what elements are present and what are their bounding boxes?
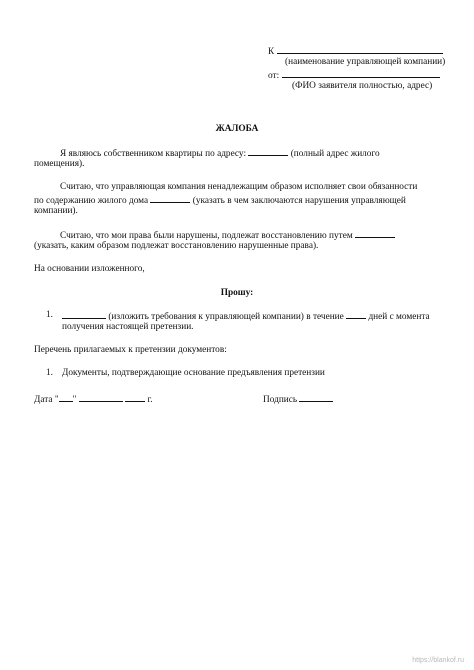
request-heading: Прошу: xyxy=(220,288,254,298)
addressee-hint: (наименование управляющей компании) xyxy=(285,57,446,67)
sender-blank xyxy=(282,68,440,78)
attachments-heading: Перечень прилагаемых к претензии документов: xyxy=(34,345,227,355)
year-suffix: г. xyxy=(147,395,153,405)
address-blank xyxy=(248,146,288,156)
attachment-item-number: 1. xyxy=(46,368,53,378)
request-text-b: дней с момента xyxy=(368,312,430,322)
paragraph-1-line-1 xyxy=(60,146,380,160)
p3-text-a: Считаю, что мои права были нарушены, подлежат восстановлению путем xyxy=(60,231,353,241)
date-quote-close: " xyxy=(72,395,77,405)
month-blank xyxy=(79,392,123,402)
paragraph-1-line-2: помещения). xyxy=(34,159,85,169)
p2-text-a: по содержанию жилого дома xyxy=(34,196,149,206)
addressee-blank xyxy=(277,44,443,54)
p2-text-b: (указать в чем заключаются нарушения управляющей xyxy=(192,196,406,206)
paragraph-2-line-2 xyxy=(34,193,406,207)
signature-line xyxy=(263,392,333,406)
demand-blank xyxy=(62,309,106,319)
paragraph-2-line-1: Считаю, что управляющая компания ненадлежащим образом исполняет свои обязанности xyxy=(60,182,418,192)
paragraph-3-line-2: (указать, каким образом подлежат восстановлению нарушенные права). xyxy=(34,241,319,251)
sender-hint: (ФИО заявителя полностью, адрес) xyxy=(292,81,433,91)
date-line xyxy=(34,392,153,406)
paragraph-2-line-3: компании). xyxy=(34,206,78,216)
restoration-blank xyxy=(355,228,395,238)
paragraph-4: На основании изложенного, xyxy=(34,264,145,274)
violation-blank xyxy=(150,193,190,203)
document-title: ЖАЛОБА xyxy=(215,124,259,134)
date-label: Дата " xyxy=(34,395,59,405)
day-blank xyxy=(59,392,73,402)
request-item-line-2: получения настоящей претензии. xyxy=(62,322,194,332)
request-item-number: 1. xyxy=(46,310,53,320)
addressee-prefix: К xyxy=(268,47,275,57)
request-text-a: (изложить требования к управляющей компании) в течение xyxy=(108,312,344,322)
attachment-item-1: Документы, подтверждающие основание предъявления претензии xyxy=(62,368,325,378)
signature-blank xyxy=(299,392,333,402)
days-blank xyxy=(346,309,366,319)
sender-prefix: от: xyxy=(268,71,280,81)
p1-text-b: (полный адрес жилого xyxy=(290,149,380,159)
p1-text-a: Я являюсь собственником квартиры по адресу: xyxy=(60,149,247,159)
watermark-url: https://blankof.ru xyxy=(412,657,464,664)
signature-label: Подпись xyxy=(263,395,298,405)
year-blank xyxy=(125,392,145,402)
